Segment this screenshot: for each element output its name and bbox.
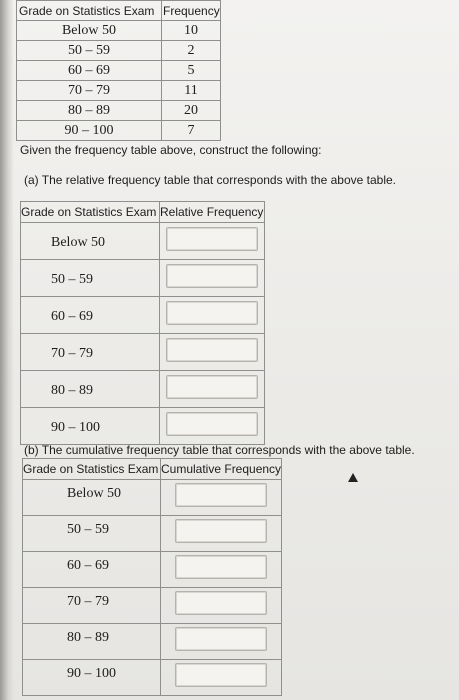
frequency-cell: 10 bbox=[162, 21, 221, 41]
grade-cell: 90 – 100 bbox=[21, 408, 160, 445]
relative-frequency-input[interactable] bbox=[166, 301, 258, 325]
grade-cell: 70 – 79 bbox=[23, 588, 161, 624]
answer-cell bbox=[161, 660, 282, 696]
relative-frequency-input[interactable] bbox=[166, 375, 258, 399]
cumulative-frequency-input[interactable] bbox=[175, 627, 267, 651]
table-row bbox=[21, 223, 265, 260]
grade-column-header: Grade on Statistics Exam bbox=[23, 459, 161, 480]
cumulative-frequency-input[interactable] bbox=[175, 519, 267, 543]
grade-cell: 80 – 89 bbox=[21, 371, 160, 408]
frequency-cell: 11 bbox=[162, 81, 221, 101]
grade-cell: 60 – 69 bbox=[23, 552, 161, 588]
cumulative-frequency-table bbox=[22, 458, 282, 696]
relative-frequency-column-header: Relative Frequency bbox=[160, 202, 265, 223]
cumulative-frequency-column-header: Cumulative Frequency bbox=[161, 459, 282, 480]
grade-cell: 80 – 89 bbox=[17, 101, 162, 121]
frequency-cell: 20 bbox=[162, 101, 221, 121]
relative-frequency-table bbox=[20, 201, 265, 445]
frequency-cell: 7 bbox=[162, 121, 221, 141]
grade-cell: 60 – 69 bbox=[21, 297, 160, 334]
answer-cell bbox=[160, 223, 265, 260]
table-row bbox=[21, 260, 265, 297]
grade-cell: 90 – 100 bbox=[17, 121, 162, 141]
mouse-cursor-icon bbox=[348, 473, 358, 482]
part-a-prompt: (a) The relative frequency table that corresponds with the above table. bbox=[24, 173, 396, 187]
grade-cell: 70 – 79 bbox=[17, 81, 162, 101]
answer-cell bbox=[160, 334, 265, 371]
grade-cell: 50 – 59 bbox=[17, 41, 162, 61]
table-row bbox=[21, 371, 265, 408]
part-b-prompt: (b) The cumulative frequency table that corresponds with the above table. bbox=[24, 443, 415, 457]
grade-cell: 60 – 69 bbox=[17, 61, 162, 81]
grade-cell: Below 50 bbox=[21, 223, 160, 260]
frequency-column-header: Frequency bbox=[162, 1, 221, 21]
table-row bbox=[17, 41, 221, 61]
cumulative-frequency-input[interactable] bbox=[175, 591, 267, 615]
cumulative-frequency-input[interactable] bbox=[175, 663, 267, 687]
table-row bbox=[17, 81, 221, 101]
grade-cell: Below 50 bbox=[17, 21, 162, 41]
table-row bbox=[23, 516, 282, 552]
answer-cell bbox=[161, 552, 282, 588]
frequency-cell: 2 bbox=[162, 41, 221, 61]
grade-cell: 50 – 59 bbox=[23, 516, 161, 552]
table-row bbox=[21, 408, 265, 445]
instruction-text: Given the frequency table above, construct the following: bbox=[20, 143, 322, 157]
answer-cell bbox=[160, 371, 265, 408]
grade-column-header: Grade on Statistics Exam bbox=[17, 1, 162, 21]
table-row bbox=[23, 624, 282, 660]
table-row bbox=[17, 101, 221, 121]
table-row bbox=[17, 61, 221, 81]
page-edge-shadow bbox=[0, 0, 14, 700]
relative-frequency-input[interactable] bbox=[166, 338, 258, 362]
table-row bbox=[17, 21, 221, 41]
table-row bbox=[23, 588, 282, 624]
table-row bbox=[17, 121, 221, 141]
frequency-table bbox=[16, 0, 221, 141]
grade-cell: 90 – 100 bbox=[23, 660, 161, 696]
relative-frequency-input[interactable] bbox=[166, 264, 258, 288]
answer-cell bbox=[161, 516, 282, 552]
grade-cell: 80 – 89 bbox=[23, 624, 161, 660]
answer-cell bbox=[160, 297, 265, 334]
grade-column-header: Grade on Statistics Exam bbox=[21, 202, 160, 223]
grade-cell: 70 – 79 bbox=[21, 334, 160, 371]
relative-frequency-input[interactable] bbox=[166, 227, 258, 251]
grade-cell: 50 – 59 bbox=[21, 260, 160, 297]
table-header-row bbox=[21, 202, 265, 223]
answer-cell bbox=[161, 480, 282, 516]
grade-cell: Below 50 bbox=[23, 480, 161, 516]
table-row bbox=[23, 660, 282, 696]
answer-cell bbox=[161, 624, 282, 660]
table-row bbox=[21, 297, 265, 334]
answer-cell bbox=[160, 260, 265, 297]
relative-frequency-input[interactable] bbox=[166, 412, 258, 436]
table-row bbox=[23, 552, 282, 588]
frequency-cell: 5 bbox=[162, 61, 221, 81]
cumulative-frequency-input[interactable] bbox=[175, 555, 267, 579]
answer-cell bbox=[160, 408, 265, 445]
cumulative-frequency-input[interactable] bbox=[175, 483, 267, 507]
table-header-row bbox=[17, 1, 221, 21]
answer-cell bbox=[161, 588, 282, 624]
table-header-row bbox=[23, 459, 282, 480]
table-row bbox=[23, 480, 282, 516]
table-row bbox=[21, 334, 265, 371]
